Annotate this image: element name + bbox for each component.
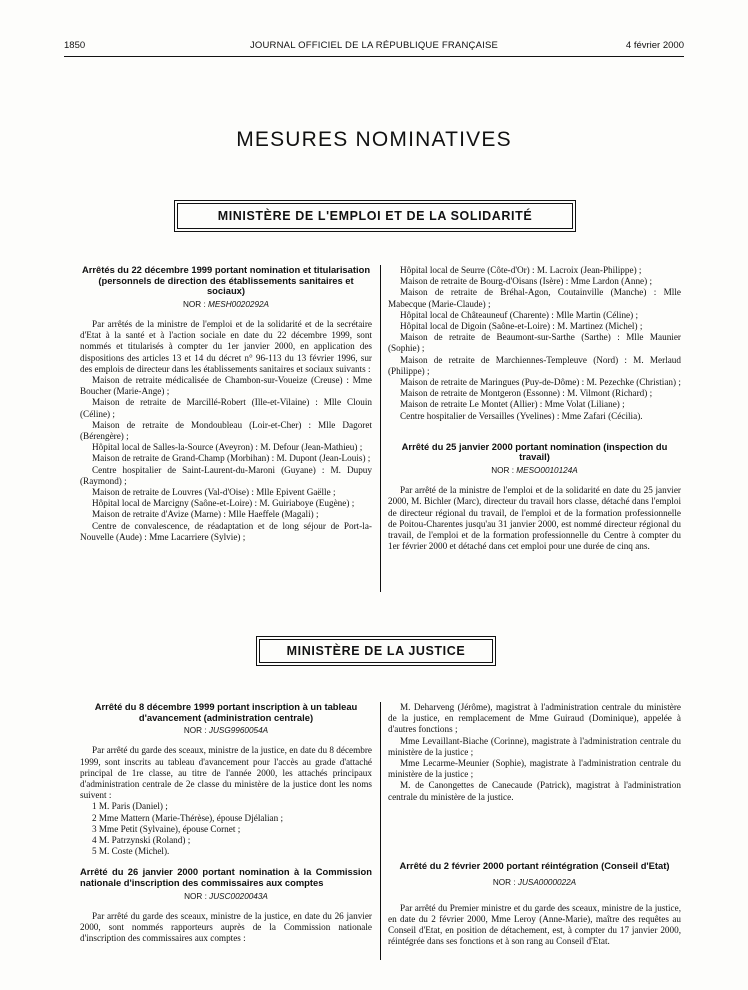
list-item: Maison de retraite de Bréhal-Agon, Coutainville (Manche) : Mlle Mabecque (Marie-Claude) ; [388,287,681,309]
list-item: Mme Lecarme-Meunier (Sophie), magistrate à l'administration centrale du ministère de la justice ; [388,758,681,780]
article-title: Arrêté du 2 février 2000 portant réintégration (Conseil d'Etat) [399,859,670,871]
list-item: Mme Levaillant-Biache (Corinne), magistrate à l'administration centrale du ministère de la justice ; [388,735,681,757]
list-item: Maison de retraite de Montgeron (Essonne) : M. Vilmont (Richard) ; [400,388,653,399]
article-intro: Par arrêtés de la ministre de l'emploi et de la solidarité et de la secrétaire d'Etat à la santé et à l'action sociale en date du 22 décembre 1999, sont nommés et titularisés à compter du 1er janvier 2000, en application des dispositions des articles 13 et 14 du décret n° 96-113 du 13 février 1996, sur des emplois de directeur dans les établissements sanitaires et sociaux suivants : [80,318,372,374]
ministry-box-emploi [174,200,576,232]
list-item: Maison de retraite de Maringues (Puy-de-Dôme) : M. Pezechke (Christian) ; [400,377,681,388]
list-item: Maison de retraite de Grand-Champ (Morbihan) : M. Dupont (Jean-Louis) ; [92,453,371,464]
column-divider [380,265,381,592]
article-body: Par arrêté du Premier ministre et du garde des sceaux, ministre de la justice, en date du 2 février 2000, Mme Leroy (Anne-Marie), maître des requêtes au Conseil d'Etat, en position de détachement, est, à compter du 17 janvier 2000, réintégrée dans ses fonctions et à son rang au Conseil d'Etat. [388,902,681,947]
nor-reference: NOR : JUSC0020043A [184,891,268,901]
list-item: Hôpital local de Marcigny (Saône-et-Loire) : M. Guiriaboye (Eugène) ; [92,498,355,509]
list-item: M. de Canongettes de Canecaude (Patrick), magistrat à l'administration centrale du ministère de la justice. [388,780,681,802]
page-number: 1850 [64,40,86,51]
list-item: 2 Mme Mattern (Marie-Thérèse), épouse Djélalian ; [92,812,284,823]
nor-code: JUSA0000022A [517,878,577,888]
ministry-box-justice [256,636,496,666]
issue-date: 4 février 2000 [625,40,684,51]
nor-reference: NOR : JUSA0000022A [492,878,577,888]
article-body: Par arrêté de la ministre de l'emploi et de la solidarité en date du 25 janvier 2000, M. Bichler (Marc), directeur du travail hors classe, détaché dans l'emploi de directeur régional du travail, de l'emploi et de la formation professionnelle de Poitou-Charentes jusqu'au 31 janvier 2000, est nommé directeur régional du travail, de l'emploi et de la formation professionnelle du Centre à compter du 1er février 2000 et détaché dans cet emploi pour une durée de cinq ans. [388,485,681,552]
list-item: 1 M. Paris (Daniel) ; [92,801,168,812]
article-title: Arrêtés du 22 décembre 1999 portant nomination et titularisation (personnels de direction des établissements sanitaires et sociaux) [81,264,371,297]
journal-title: JOURNAL OFFICIEL DE LA RÉPUBLIQUE FRANÇAISE [249,40,499,51]
list-item: Maison de retraite d'Avize (Marne) : Mlle Haeffele (Magali) ; [92,509,319,520]
list-item: Maison de retraite de Bourg-d'Oisans (Isère) : Mme Lardon (Anne) ; [400,276,653,287]
list-item: Hôpital local de Châteauneuf (Charente) : Mlle Martin (Céline) ; [400,309,639,320]
list-item: 3 Mme Petit (Sylvaine), épouse Cornet ; [92,823,241,834]
list-item: 4 M. Patrzynski (Roland) ; [92,835,191,846]
nor-code: JUSG9960054A [208,726,269,736]
list-item: Maison de retraite de Marchiennes-Templeuve (Nord) : M. Merlaud (Philippe) ; [388,354,681,376]
list-item: 5 M. Coste (Michel). [92,846,170,857]
nor-reference: NOR : MESH0020292A [182,299,270,309]
nor-reference: NOR : MESO0010124A [491,466,578,476]
list-item: Maison de retraite de Louvres (Val-d'Oise) : Mlle Epivent Gaëlle ; [92,487,336,498]
list-item: Centre hospitalier de Saint-Laurent-du-Maroni (Guyane) : M. Dupuy (Raymond) ; [80,464,372,486]
names-list [80,801,372,857]
column-divider [380,702,381,960]
article-intro: Par arrêté du garde des sceaux, ministre de la justice, en date du 8 décembre 1999, sont inscrits au tableau d'avancement pour l'accès au grade d'attaché principal de 1re classe, au titre de l'année 2000, les attachés principaux d'administration centrale de 2e classe du ministère de la justice dont les noms suivent : [80,745,372,801]
section1-left-column [80,265,372,543]
list-item: Hôpital local de Salles-la-Source (Aveyron) : M. Defour (Jean-Mathieu) ; [92,442,363,453]
article-body: Par arrêté du garde des sceaux, ministre de la justice, en date du 26 janvier 2000, sont nommés rapporteurs auprès de la Commission nationale d'inscription des commissaires aux comptes : [80,910,372,944]
list-item: Maison de retraite de Marcillé-Robert (Ille-et-Vilaine) : Mlle Clouin (Céline) ; [80,397,372,419]
nor-code: MESH0020292A [208,299,270,309]
ministry-title-emploi: MINISTÈRE DE L'EMPLOI ET DE LA SOLIDARITÉ [177,203,573,229]
section2-right-column [388,702,681,947]
article-title: Arrêté du 8 décembre 1999 portant inscription à un tableau d'avancement (administration centrale) [94,701,358,723]
list-item: Hôpital local de Digoin (Saône-et-Loire) : M. Martinez (Michel) ; [400,321,643,332]
header-rule [64,56,684,57]
list-item: Maison de retraite Le Montet (Allier) : Mme Volat (Liliane) ; [400,399,625,410]
list-item: Maison de retraite de Beaumont-sur-Sarthe (Sarthe) : Mlle Maunier (Sophie) ; [388,332,681,354]
article-title: Arrêté du 25 janvier 2000 portant nomination (inspection du travail) [401,440,668,463]
section1-right-column [388,265,681,552]
section2-left-column [80,702,372,944]
nor-code: MESO0010124A [516,466,578,476]
list-item: Maison de retraite médicalisée de Chambon-sur-Voueize (Creuse) : Mme Boucher (Marie-Ange) ; [80,375,372,397]
entries-list [80,375,372,543]
main-title: MESURES NOMINATIVES [236,128,512,151]
page-header [64,40,684,54]
nor-code: JUSC0020043A [209,891,268,901]
entries-list [388,265,681,422]
nor-reference: NOR : JUSG9960054A [183,726,269,736]
article-title: Arrêté du 26 janvier 2000 portant nomination à la Commission nationale d'inscription des commissaires aux comptes [80,866,372,889]
ministry-title-justice: MINISTÈRE DE LA JUSTICE [259,639,493,663]
list-item: Maison de retraite de Mondoubleau (Loir-et-Cher) : Mlle Dagoret (Bérengère) ; [80,419,372,442]
entries-list [388,702,681,803]
list-item: Centre hospitalier de Versailles (Yvelines) : Mme Zafari (Cécilia). [400,410,643,421]
list-item: Centre de convalescence, de réadaptation et de long séjour de Port-la-Nouvelle (Aude) : Mme Lacarriere (Sylvie) ; [80,520,372,542]
list-item: M. Deharveng (Jérôme), magistrat à l'administration centrale du ministère de la justice, en remplacement de Mme Guiraud (Dominique), appelée à d'autres fonctions ; [388,702,681,735]
list-item: Hôpital local de Seurre (Côte-d'Or) : M. Lacroix (Jean-Philippe) ; [400,265,642,275]
